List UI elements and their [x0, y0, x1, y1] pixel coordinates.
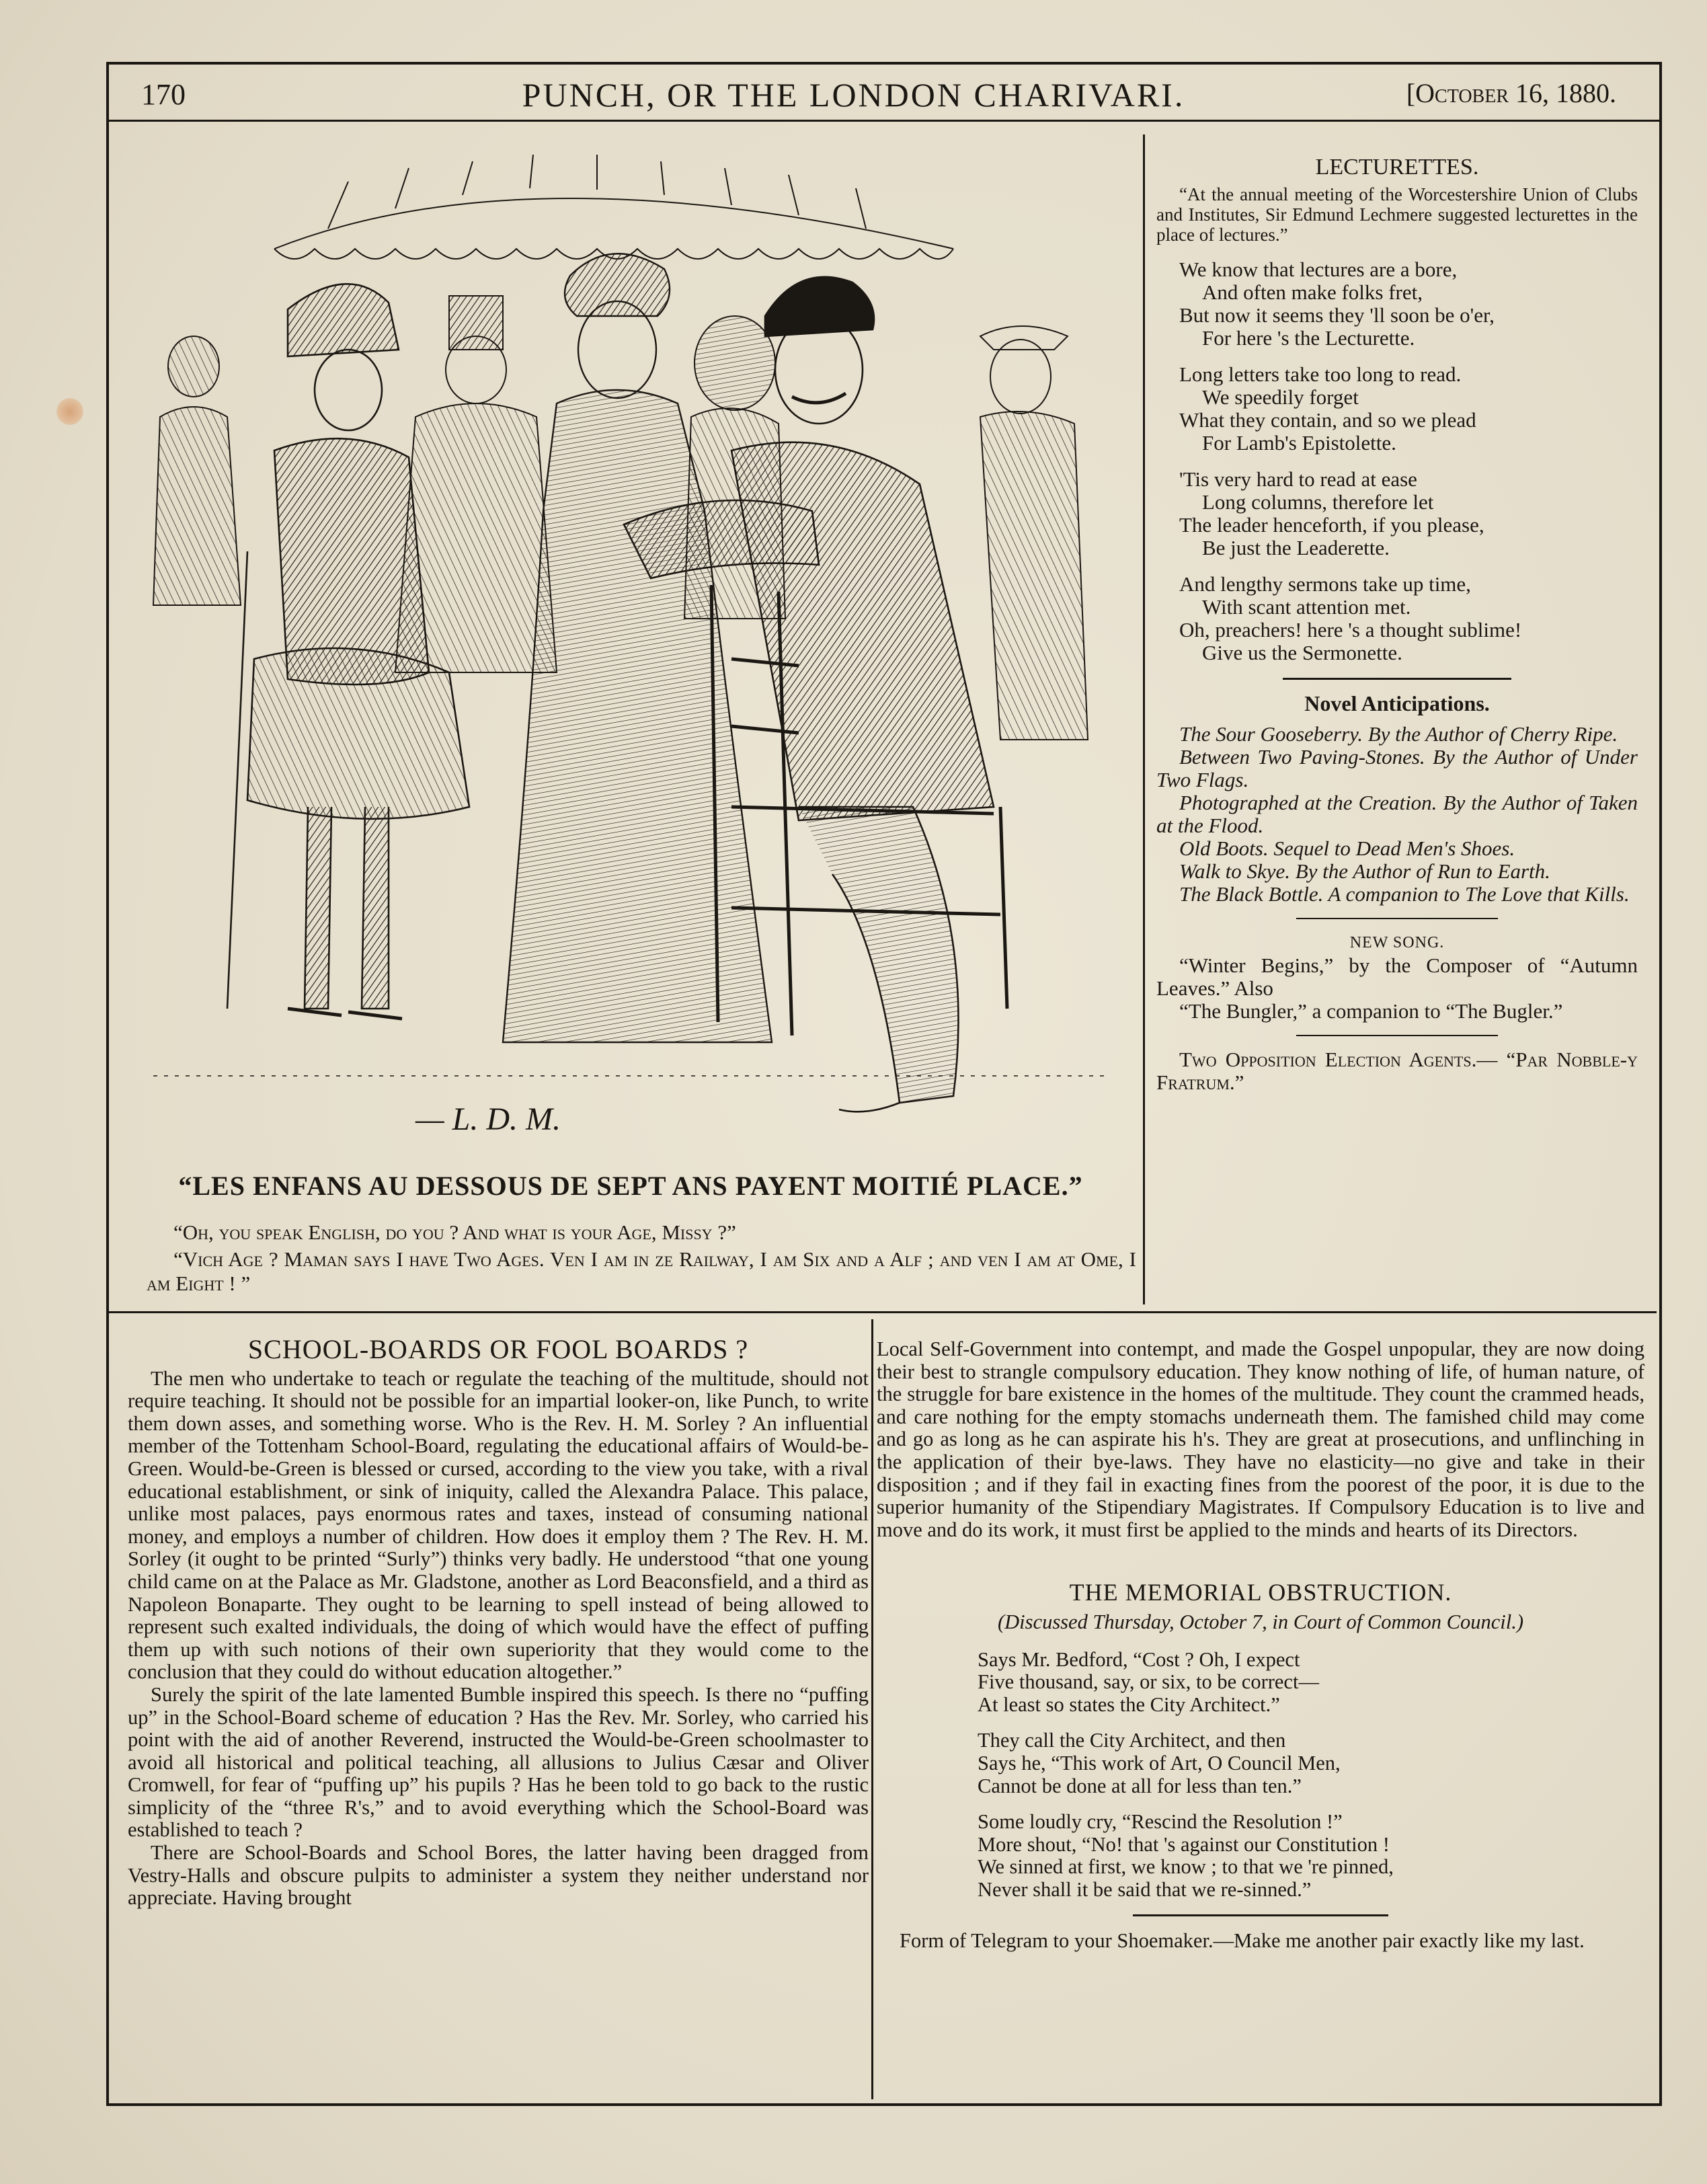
separator: [1133, 1914, 1388, 1916]
artist-signature: — L. D. M.: [415, 1101, 561, 1137]
newsong-line: “The Bungler,” a companion to “The Bugler.”: [1179, 999, 1563, 1023]
memorial-stanza-3: Some loudly cry, “Rescind the Resolution !” More shout, “No! that 's against our Constitution ! We sinned at first, we know ; to that we 're pinned, Never shall it be said that we re-sinned.”: [978, 1810, 1394, 1901]
lecturettes-stanza-4: And lengthy sermons take up time, With scant attention met. Oh, preachers! here 's a thought sublime! Give us the Sermonette.: [1179, 572, 1522, 664]
lecturettes-stanza-2: Long letters take too long to read. We speedily forget What they contain, and so we plead For Lamb's Epistolette.: [1179, 362, 1476, 455]
separator: [1296, 918, 1498, 919]
lower-right-column: [877, 1338, 1644, 1953]
cartoon-illustration: [126, 134, 1135, 1157]
section-rule: [109, 1311, 1657, 1313]
newsong-line: “Winter Begins,” by the Composer of “Autumn Leaves.” Also: [1156, 953, 1638, 1000]
page-number: 170: [141, 78, 186, 111]
cartoon-dialog-1: “Oh, you speak English, do you ? And what is your Age, Missy ?”: [173, 1220, 736, 1244]
schoolboards-continuation: Local Self-Government into contempt, and made the Gospel unpopular, they are now doing their best to strangle compulsory education. They know nothing of life, of human nature, of the struggle for bare existence in the homes of the multitude. They count the crammed heads, and care nothing for the empty stomachs underneath them. The famished child may come and go as long as he can aspirate his h's. They are great at prosecutions, and unflinching in the application of their bye-laws. They have no elasticity—no give and take in their disposition ; and if they fail in exacting fines from the poorest of the poor, it is due to the superior humanity of the Stipendiary Magistrates. If Compulsory Education is to live and move and do its work, it must first be applied to the minds and hearts of its Directors.: [877, 1337, 1644, 1541]
schoolboards-paragraph: Surely the spirit of the late lamented Bumble inspired this speech. Is there no “puffing up” in the School-Board scheme of education ? Has the Rev. Mr. Sorley, who carried his point with the aid of another Reverend, instructed the Would-be-Green schoolmaster to avoid all historical and political teaching, all allusions to Julius Cæsar and Oliver Cromwell, for fear of “puffing up” his pupils ? Has he been told to go back to the rustic simplicity of the “three R's,” and to avoid everything which the School-Board was established to teach ?: [128, 1682, 869, 1842]
schoolboards-article: [128, 1334, 869, 1910]
separator: [1296, 1035, 1498, 1036]
novel-item: Old Boots. Sequel to Dead Men's Shoes.: [1179, 836, 1515, 860]
novel-item: Photographed at the Creation. By the Author of Taken at the Flood.: [1156, 791, 1638, 837]
memorial-stanza-1: Says Mr. Bedford, “Cost ? Oh, I expect Five thousand, say, or six, to be correct— At least so states the City Architect.”: [978, 1647, 1319, 1716]
lecturettes-title: LECTURETTES.: [1315, 155, 1479, 180]
memorial-subtitle: (Discussed Thursday, October 7, in Court of Common Council.): [998, 1610, 1523, 1633]
schoolboards-title: SCHOOL-BOARDS OR FOOL BOARDS ?: [247, 1334, 749, 1364]
memorial-poem: [978, 1649, 1644, 1902]
election-agents: Two Opposition Election Agents.— “Par Nobble-y Fratrum.”: [1156, 1048, 1638, 1094]
masthead-rule: [106, 120, 1659, 122]
novel-title: Novel Anticipations.: [1304, 691, 1490, 715]
novel-item: The Black Bottle. A companion to The Love that Kills.: [1179, 882, 1630, 906]
schoolboards-paragraph: There are School-Boards and School Bores, the latter having been dragged from Vestry-Halls and obscure pulpits to administer a system they neither understand nor appreciate. Having brought: [128, 1841, 869, 1910]
schoolboards-paragraph: The men who undertake to teach or regulate the teaching of the multitude, should not require teaching. It should not be possible for an impartial looker-on, like Punch, to write them down asses, and something worse. Who is the Rev. H. M. Sorley ? An influential member of the Tottenham School-Board, regulating the educational affairs of Would-be-Green. Would-be-Green is blessed or cursed, according to the view you take, with a rival educational establishment, or sink of iniquity, called the Alexandra Palace. This palace, unlike most palaces, pays enormous rates and taxes, instead of consuming national money, and employs a number of children. How does it employ them ? The Rev. H. M. Sorley (it ought to be printed “Surly”) thinks very badly. He understood “that one young child came on at the Palace as Mr. Gladstone, another as Lord Beaconsfield, and a third as Napoleon Bonaparte. They ought to be learning to spell instead of being allowed to represent such exalted individuals, the doing of which would have the effect of puffing them up with such notions of their own superiority that they would come to the conclusion that they could do without education altogether.”: [128, 1366, 869, 1684]
cartoon-dialog-2: “Vich Age ? Maman says I have Two Ages. Ven I am in ze Railway, I am Six and a Alf ; and ven I am at Ome, I am Eight ! ”: [147, 1247, 1136, 1295]
lecturettes-stanza-1: We know that lectures are a bore, And often make folks fret, But now it seems they 'll soon be o'er, For here 's the Lecturette.: [1179, 258, 1495, 350]
issue-date: [October 16, 1880.: [1406, 78, 1616, 108]
column-divider-bottom: [871, 1319, 873, 2099]
telegram-joke: Form of Telegram to your Shoemaker.—Make me another pair exactly like my last.: [900, 1929, 1585, 1953]
newsong-title: NEW SONG.: [1349, 934, 1445, 951]
novel-item: Between Two Paving-Stones. By the Author of Under Two Flags.: [1156, 745, 1638, 791]
paper-stain: [56, 398, 83, 425]
novel-item: The Sour Gooseberry. By the Author of Cherry Ripe.: [1179, 722, 1618, 746]
awning: [274, 155, 953, 259]
separator: [1283, 678, 1511, 680]
memorial-title: THE MEMORIAL OBSTRUCTION.: [1069, 1579, 1452, 1606]
novel-item: Walk to Skye. By the Author of Run to Earth.: [1179, 859, 1550, 883]
right-column: [1156, 156, 1638, 1094]
lecturettes-epigraph: “At the annual meeting of the Worcestershire Union of Clubs and Institutes, Sir Edmund Lechmere suggested lecturettes in the place of lectures.”: [1156, 184, 1638, 245]
lecturettes-stanza-3: 'Tis very hard to read at ease Long columns, therefore let The leader henceforth, if you please, Be just the Leaderette.: [1179, 467, 1484, 559]
masthead: PUNCH, OR THE LONDON CHARIVARI.: [522, 76, 1185, 114]
cartoon-caption: “LES ENFANS AU DESSOUS DE SEPT ANS PAYENT MOITIÉ PLACE.”: [178, 1171, 1083, 1201]
memorial-stanza-2: They call the City Architect, and then Says he, “This work of Art, O Council Men, Cannot be done at all for less than ten.”: [978, 1729, 1341, 1797]
column-divider-top: [1143, 134, 1145, 1304]
